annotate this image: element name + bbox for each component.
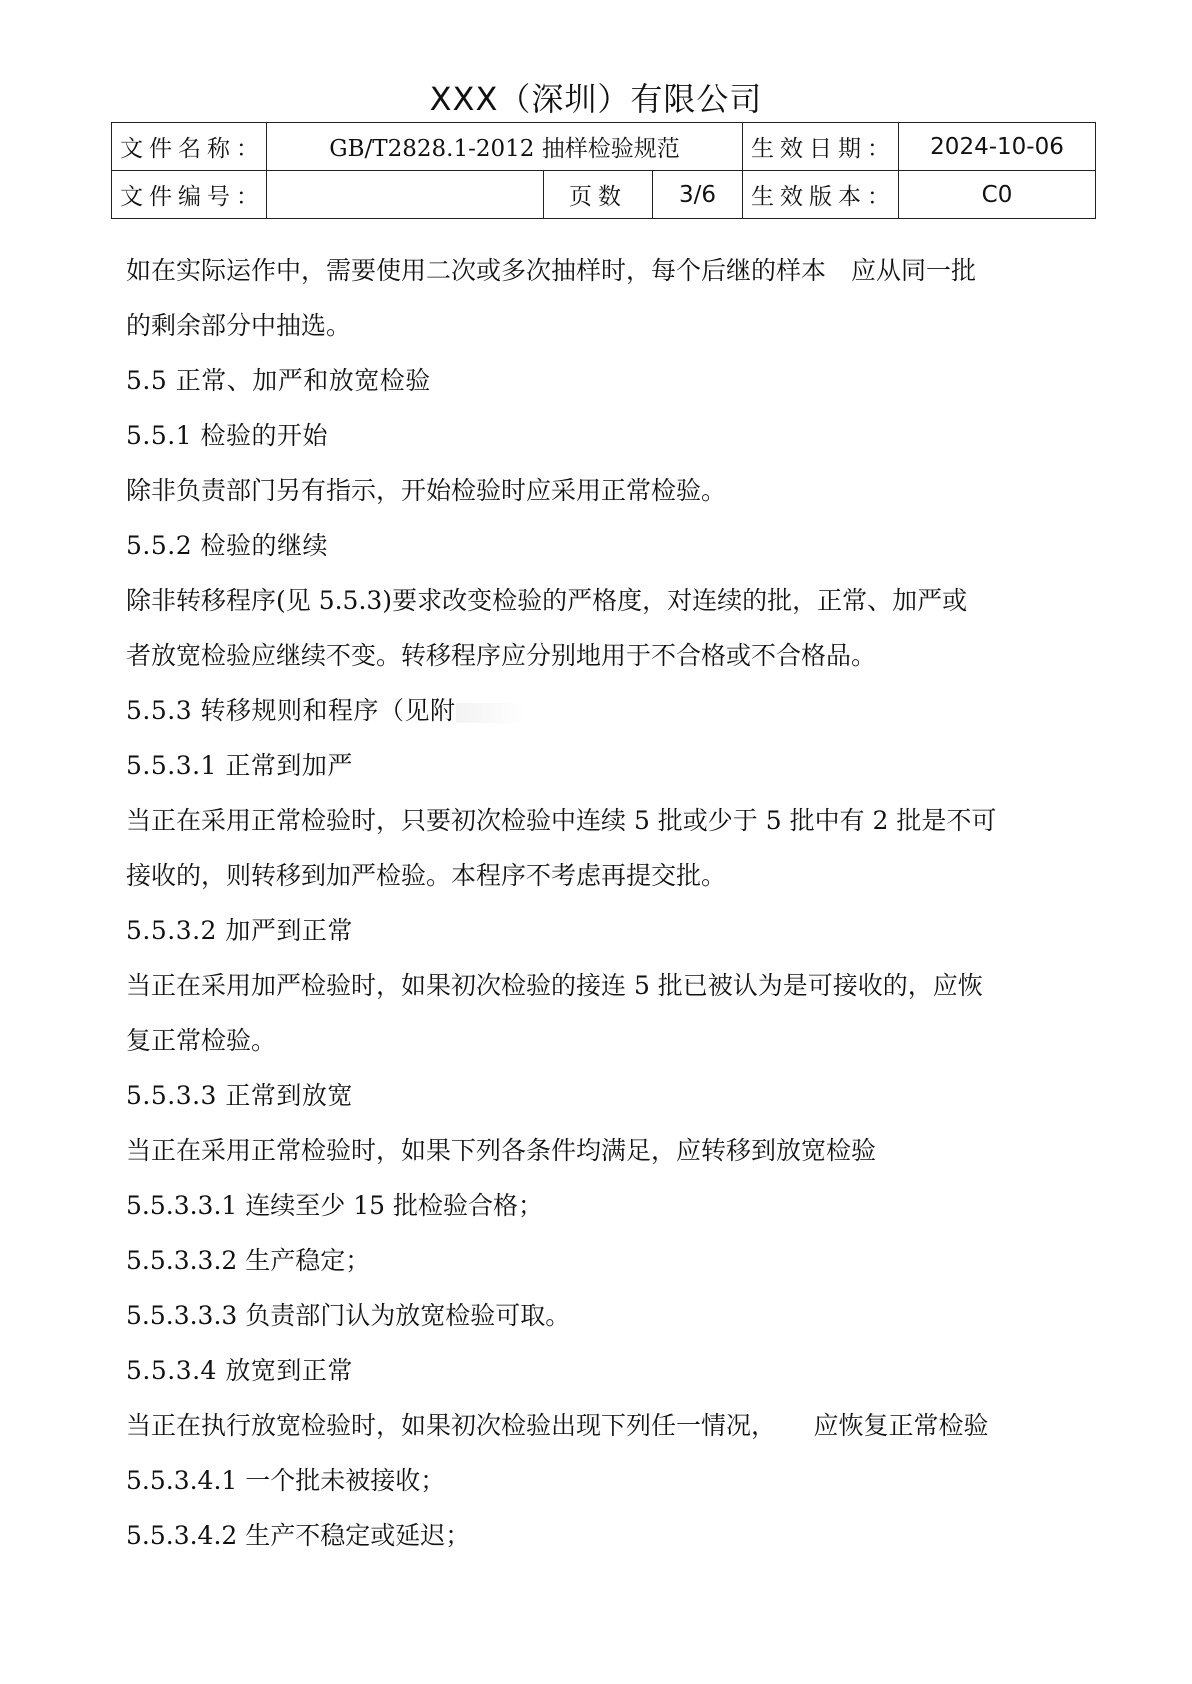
paragraph: 的剩余部分中抽选。 bbox=[126, 311, 352, 340]
paragraph: 者放宽检验应继续不变。转移程序应分别地用于不合格或不合格品。 bbox=[126, 641, 877, 670]
paragraph: 复正常检验。 bbox=[126, 1026, 277, 1055]
pages-label: 页数 bbox=[544, 171, 653, 219]
company-title: XXX（深圳）有限公司 bbox=[429, 80, 763, 118]
section-heading: 5.5.3.1 正常到加严 bbox=[126, 751, 353, 780]
section-heading: 5.5.1 检验的开始 bbox=[126, 421, 329, 450]
list-item: 5.5.3.3.1 连续至少 15 批检验合格； bbox=[126, 1191, 543, 1220]
header-row-1 bbox=[112, 123, 1096, 171]
document-header-table bbox=[111, 122, 1096, 219]
list-item: 5.5.3.3.3 负责部门认为放宽检验可取。 bbox=[126, 1301, 571, 1330]
header-row-2 bbox=[112, 171, 1096, 219]
doc-name-label: 文件名称： bbox=[112, 123, 267, 171]
list-item: 5.5.3.3.2 生产稳定； bbox=[126, 1246, 371, 1275]
pages-value: 3/6 bbox=[653, 171, 743, 219]
section-heading: 5.5.2 检验的继续 bbox=[126, 531, 329, 560]
version-label: 生效版本： bbox=[743, 171, 899, 219]
section-heading-text: 5.5.3 转移规则和程序（见附 bbox=[126, 696, 456, 725]
paragraph: 接收的，则转移到加严检验。本程序不考虑再提交批。 bbox=[126, 861, 727, 890]
paragraph: 除非负责部门另有指示，开始检验时应采用正常检验。 bbox=[126, 476, 727, 505]
section-heading-truncated bbox=[126, 683, 1086, 738]
section-heading: 5.5.3.3 正常到放宽 bbox=[126, 1081, 353, 1110]
redaction-blur bbox=[456, 703, 526, 723]
effective-date-value: 2024-10-06 bbox=[899, 123, 1096, 171]
section-heading: 5.5.3.2 加严到正常 bbox=[126, 916, 353, 945]
paragraph: 如在实际运作中，需要使用二次或多次抽样时，每个后继的样本 应从同一批 bbox=[126, 256, 977, 285]
doc-name-value: GB/T2828.1-2012 抽样检验规范 bbox=[267, 123, 743, 171]
paragraph: 当正在采用正常检验时，如果下列各条件均满足，应转移到放宽检验 bbox=[126, 1136, 877, 1165]
list-item: 5.5.3.4.2 生产不稳定或延迟； bbox=[126, 1521, 471, 1550]
version-value: C0 bbox=[899, 171, 1096, 219]
section-heading: 5.5 正常、加严和放宽检验 bbox=[126, 366, 431, 395]
list-item: 5.5.3.4.1 一个批未被接收； bbox=[126, 1466, 446, 1495]
paragraph: 当正在采用正常检验时，只要初次检验中连续 5 批或少于 5 批中有 2 批是不可 bbox=[126, 806, 997, 835]
doc-no-label: 文件编号： bbox=[112, 171, 267, 219]
effective-date-label: 生效日期： bbox=[743, 123, 899, 171]
paragraph: 除非转移程序(见 5.5.3)要求改变检验的严格度，对连续的批，正常、加严或 bbox=[126, 586, 968, 615]
document-body bbox=[126, 243, 1086, 1563]
section-heading: 5.5.3.4 放宽到正常 bbox=[126, 1356, 353, 1385]
doc-no-value bbox=[267, 171, 544, 219]
paragraph: 当正在执行放宽检验时，如果初次检验出现下列任一情况， 应恢复正常检验 bbox=[126, 1411, 989, 1440]
paragraph: 当正在采用加严检验时，如果初次检验的接连 5 批已被认为是可接收的，应恢 bbox=[126, 971, 983, 1000]
